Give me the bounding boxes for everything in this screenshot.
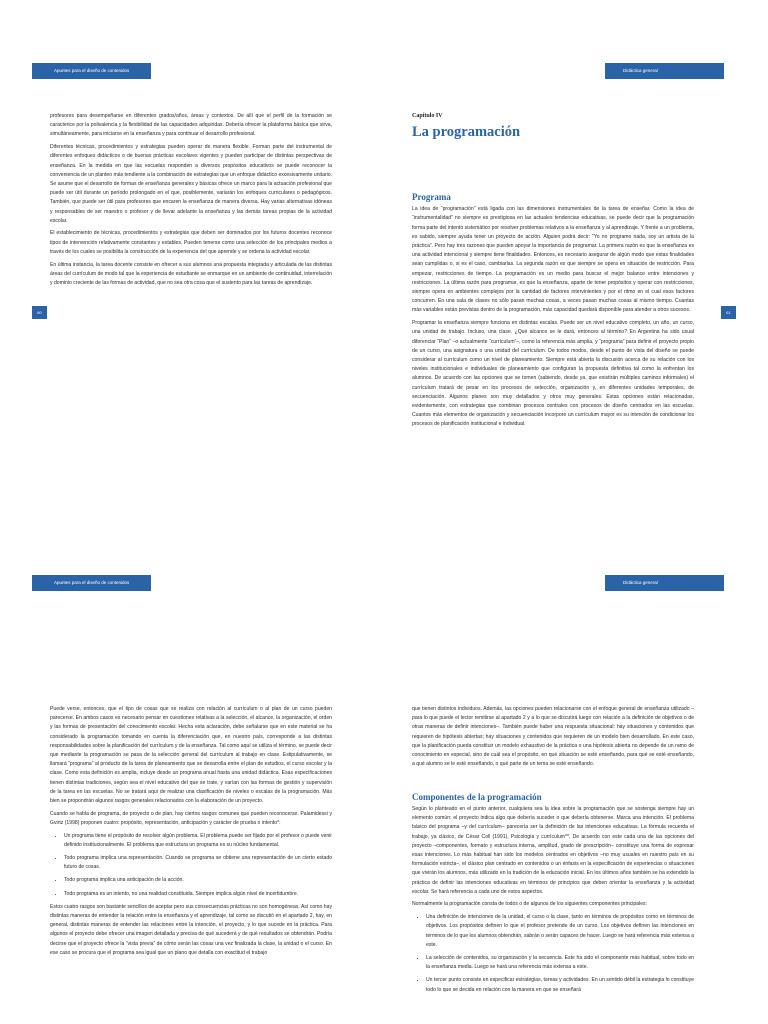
paragraph: Programar la enseñanza siempre funciona en distintas escalas. Puede ser un nivel educativo completo, un año, un curso, una unidad de trabajo. Incluso, una clase. ¿Qué alcance se le dará, entonces al término? En Argentina ha sido usual diferenciar “Plan” –o actualmente “currículum”–, como la referencia más amplia, y “programa” para definir el proyecto propio de un curso, una asignatura o una unidad del currículum. De todos modos, desde el punto de vista del diseño se puede considerar al currículum como un nivel de planeamiento. Siempre está abierta la discusión acerca de su relación con los niveles institucionales e individuales de planeamiento que configuran la propuesta definitiva tal como la enfrentan los alumnos. De acuerdo con las opciones que se tomen (sabiendo, desde ya, que existirán múltiples caminos informales) el currículum tratará de pesar en los procesos de selección, organización y, en diferentes unidades temporales, de secuenciación. Algunos planes son muy detallados y otros muy generales. Estas opciones están relacionadas, evidentemente, con estrategias que combinan procesos centrales con procesos de diseño centrados en las escuelas. Cuantos más elementos de organización y secuenciación incorpore un currículum mayor es su intención de condicionar los procesos de planificación institucional e individual.: [412, 320, 694, 428]
page-number: 61: [721, 306, 736, 319]
paragraph: Estos cuatro rasgos son bastante sencillos de aceptar pero sus consecuencias prácticas no son homogéneas. Así como hay distintas maneras de entender la relación entre la enseñanza y el aprendizaje, tal como se discutió en el apartado 2, hay, en general, distintas maneras de entender las relaciones entre la intención, el proyecto, y lo que sucede en la práctica. Para algunos el proyecto debe ofrecer una imagen detallada y precisa de qué sucederá y de qué resultados se obtendrán. Podría decirse que el proyecto ofrece la “vista previa” de cómo serán las cosas una vez finalizada la clase, la unidad o el curso. En ese caso se procura que el programa sea igual que un plano que detalla con exactitud el trabajo: [50, 903, 332, 956]
body-text-left: [50, 112, 332, 292]
body-text-right: [412, 705, 694, 999]
page-63: [384, 512, 768, 1024]
paragraph: Normalmente la programación consta de todos o de algunos de los siguientes componentes principales:: [412, 901, 648, 908]
list-item: • Un programa tiene el propósito de resolver algún problema. El problema puede ser fijado por el profesor o puede venir definido institucionalmente. El problema que estructura un programa es su núcleo fundamental.: [64, 832, 332, 850]
running-header-right: Didáctica general: [605, 63, 724, 79]
section-title: Componentes de la programación: [412, 791, 542, 802]
paragraph: La idea de “programación” está ligada con las dimensiones instrumentales de la tarea de enseñar. Como la idea de “instrumentalidad” no siempre es prestigiosa en las actuales tendencias educativas, se puede decir que la programación forma parte del intento sistemático por resolver problemas relativos a la enseñanza y al aprendizaje. Y frente a un problema, es sabido, siempre ayuda tener un proyecto de acción. Alguien podrá decir: “Yo no programo nada, soy un artista de la práctica”. Pero hay tres razones que pueden apoyar la importancia de programar. La primera razón es que la enseñanza es una actividad intencional y siempre tiene finalidades. Entonces, es necesario asegurar de algún modo que estas finalidades sean cumplidas o, si es el caso, cambiarlas. La segunda razón es que siempre se opera en situación de restricción. Para empezar, restricciones de tiempo. La programación es un medio para buscar el mejor balance entre intenciones y restricciones. La última razón para programar, es que la enseñanza, aparte de tener propósitos y operar con restricciones, siempre opera en ambientes complejos por la cantidad de factores intervinientes y por el ritmo en el cual esos factores concurren. En una sala de clases no sólo pasan muchas cosas, a veces pasan muchas cosas al mismo tiempo. Cuantas más variables están previstas dentro de la programación, más capacidad quedará disponible para atender a otros sucesos.: [412, 206, 694, 314]
chapter-label: Capítulo IV: [412, 113, 443, 119]
component-list: [412, 913, 694, 995]
chapter-title: La programación: [412, 124, 521, 141]
paragraph: Puede verse, entonces, que el tipo de cosas que se realiza con relación al currículum o al plan de un curso pueden parecerse. En ambos casos es necesario pensar en cuestiones relativas a la selección, el alcance, la organización, el orden y las formas de presentación del conocimiento escolar. Hecha esta aclaración, debe señalarse que en este material se ha considerado la programación tomando en cuenta la diferenciación que, en nuestro país, corresponde a las distintas responsabilidades sobre la planificación del currículum y de la enseñanza. Tal como aquí se utiliza el término, se puede decir que mediante la programación se pasa de la selección general del currículum al trabajo en clase. Estipulativamente, se llamará “programa” al producto de la tarea de planeamiento que se desarrolla entre el plan de estudios, el curso escolar y la clase. Como esta definición es amplia, incluye desde un programa anual hasta una unidad didáctica. Esas especificaciones tienen distintas tradiciones, según sea el nivel educativo del que se trate, y varían con las formas de gestión y supervisión de la tarea en las escuelas. No se tratará aquí de realizar una clasificación de niveles o escalas de la programación. Más bien se propondrán algunos rasgos generales relacionados con la elaboración de un proyecto.: [50, 706, 332, 805]
list-item: • Todo programa implica una anticipación de la acción.: [64, 876, 332, 885]
page-60: [0, 0, 384, 512]
feature-list: [50, 832, 332, 899]
paragraph: El establecimiento de técnicas, procedimientos y estrategias que deben ser dominados por los futuros docentes reconoce tipos de intervención relativamente constantes y estables. Pueden tenerse como una selección de los principales medios a través de los cuales se posibilita la construcción de la experiencia del que aprende y se ordena la actividad escolar.: [50, 230, 332, 255]
spread-bottom: [0, 512, 768, 1024]
list-item: • Una definición de intenciones de la unidad, el curso o la clase, tanto en términos de propósitos como en términos de objetivos. Los propósitos definen lo que el profesor pretende de un curso. Los objetivos definen las intenciones en términos de lo que los alumnos obtendrán, sabrán o serán capaces de hacer. Luego se hará referencia más extensa a este.: [426, 913, 694, 950]
running-header-left: Apuntes para el diseño de contenidos: [32, 575, 151, 591]
paragraph: que tienen distintos individuos. Además, las opciones pueden relacionarse con el enfoque general de enseñanza utilizado –para lo que puede el lector remitirse al apartado 2 y a lo que se discutirá luego con relación a la definición de objetivos o de otras maneras de definir intenciones–. También puede haber una respuesta situacional: hay situaciones y contenidos que requieren de hipótesis abiertas; hay situaciones y contenidos que requieren de un modelo bien desarrollado. En este caso, que la planificación pueda constituir un modelo exhaustivo de la práctica o una hipótesis abierta no depende de un ramo de conocimiento en especial, sino de cuál sea el propósito, en qué situación se esté enseñando, para qué se esté enseñando, a qué alumno se le esté enseñando, o qué parte de un tema se esté enseñando.: [412, 706, 694, 768]
list-item: • Todo programa implica una representación. Cuando se programa se obtiene una representación de un cierto estado futuro de cosas.: [64, 854, 332, 872]
paragraph: En última instancia, la tarea docente consiste en ofrecer a sus alumnos una propuesta integrada y articulada de las distintas áreas del currículum de modo tal que la experiencia de estudiante se enmarque en un ambiente de continuidad, interrelación y dominio creciente de las formas de actividad, que no sea otra cosa que el sustento para las tareas de aprendizaje.: [50, 261, 332, 286]
page-61: [384, 0, 768, 512]
list-item: • Un tercer punto consiste en especificar estrategias, tareas y actividades. En un sentido débil la estrategia lo constituye todo lo que se decida en relación con la manera en que se enseñará: [426, 976, 694, 994]
running-header-right: Didáctica general: [605, 575, 724, 591]
body-text-right: [412, 112, 694, 433]
body-text-left: [50, 705, 332, 962]
page-number: 60: [32, 306, 47, 319]
paragraph: Diferentes técnicas, procedimientos y estrategias pueden operar de manera flexible. Forman parte del instrumental de diferentes enfoques didácticos o de buenas prácticas escolares vigentes y pueden participar de distintas perspectivas de enseñanza. En la medida en que las escuelas responden a diversos propósitos educativos se puede reconocer la conveniencia de un planteo más tendiente a la combinación de estrategias que un enfoque didáctico excesivamente unitario. Se asume que el desarrollo de formas de enseñanza generales y básicas ofrece un marco para la actuación profesional que puede ser útil durante un período prolongado en el que, posiblemente, variarán los enfoques curriculares o pedagógicos. También, que puede ser útil para profesores que encaren la enseñanza de manera diversa. Hay varias alternativas idóneas y responsables de ser maestro o profesor y de llevar adelante la enseñanza y las demás tareas propias de la actividad escolar.: [50, 144, 332, 224]
list-item: • Todo programa es un intento, no una realidad constituida. Siempre implica algún nivel de incertidumbre.: [64, 890, 332, 899]
page-62: [0, 512, 384, 1024]
paragraph: profesores para desempeñarse en diferentes grados/años, áreas y contextos. De allí que el perfil de la formación se caracterice por la polivalencia y la flexibilidad de las capacidades adquiridas. Debería ofrecer la plataforma básica que sirva, simultáneamente, para iniciarse en la enseñanza y para continuar el desarrollo profesional.: [50, 113, 332, 138]
running-header-left: Apuntes para el diseño de contenidos: [32, 63, 151, 79]
section-title: Programa: [412, 192, 451, 203]
list-item: • La selección de contenidos, su organización y la secuencia. Este ha sido el componente más habitual, sobre todo en la enseñanza media. Luego se hará una referencia más extensa a este.: [426, 954, 694, 972]
paragraph: Según lo planteado en el punto anterior, cualquiera sea la idea sobre la programación que se sostenga siempre hay un elemento común: el proyecto indica algo que debería suceder o que debería obtenerse. Marca una intención. El problema básico del programa –y del currículum– parecería ser la definición de las intenciones educativas. La fórmula recuerda el trabajo, ya clásico, de César Coll (1991), Psicología y currículum**. De acuerdo con este cada una de las opciones del proyecto –componentes, formato y estructura interna, amplitud, grado de prescripción– constituye una forma de expresar esas intenciones. Lo más habitual han sido los modelos centrados en objetivos –no muy usuales en nuestro país en su formulación estricta–, el clásico plan centrado en contenidos o un énfasis en la especificación de experiencias o situaciones que vivirán los alumnos, más utilizado en la tradición de la educación inicial. En los últimos años también se ha extendido la práctica de definir las intenciones educativas en términos de principios que deben orientar la enseñanza y la actividad escolar. Se hará referencia a cada uno de estos aspectos.: [412, 805, 694, 895]
paragraph: Cuando se habla de programa, de proyecto o de plan, hay ciertos rasgos comunes que pueden reconocerse. Palamidessi y Gvirtz (1998) proponen cuatro: propósito, representación, anticipación y carácter de prueba o intento*:: [50, 810, 332, 826]
